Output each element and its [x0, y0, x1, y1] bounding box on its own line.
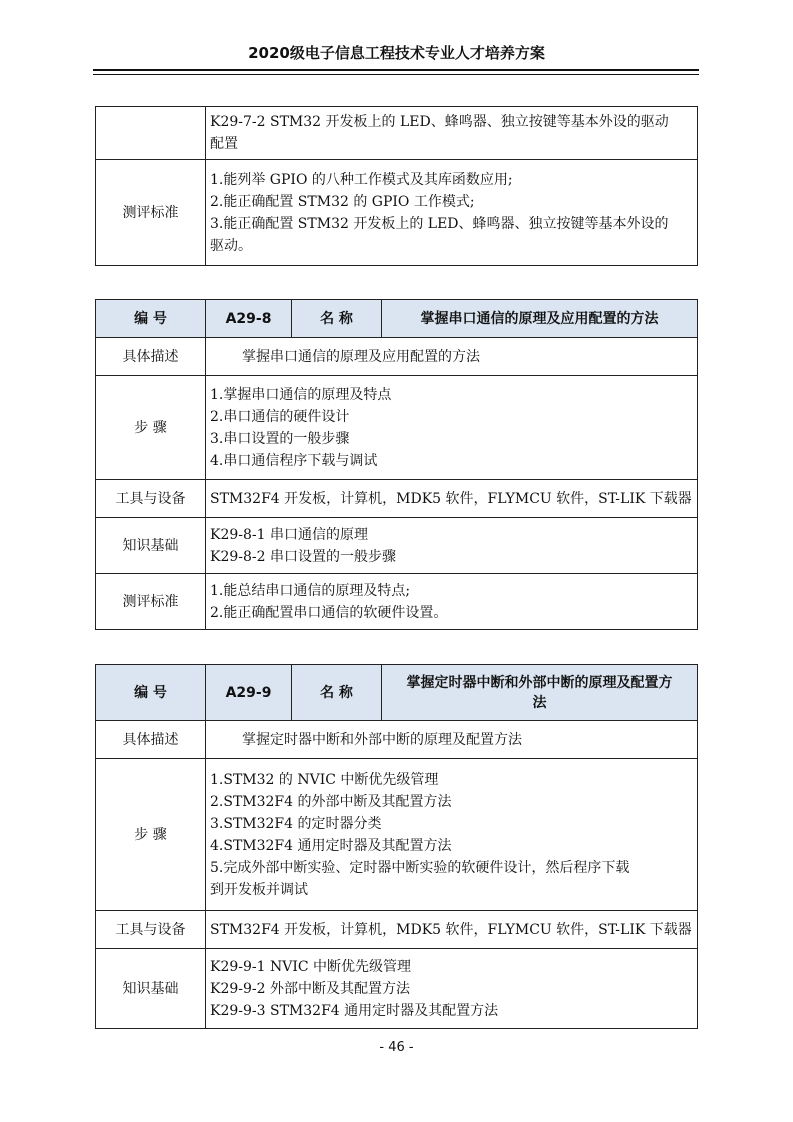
desc-content: 掌握串口通信的原理及应用配置的方法 [206, 338, 698, 376]
table-row [96, 480, 698, 518]
table-row [96, 574, 698, 630]
list-item: 1.能总结串口通信的原理及特点; [210, 582, 411, 599]
knowledge-label: 知识基础 [96, 518, 206, 574]
list-item: 3.STM32F4 的定时器分类 [210, 815, 382, 832]
eval-label: 测评标准 [96, 574, 206, 630]
code-label: 编 号 [96, 665, 206, 721]
content-line: 配置 [210, 136, 238, 152]
desc-label: 具体描述 [96, 338, 206, 376]
content-line: 2.能正确配置 STM32 的 GPIO 工作模式; [210, 193, 475, 210]
name-line: 法 [532, 694, 547, 711]
eval-content [206, 160, 698, 266]
table-header-row [96, 665, 698, 721]
tools-content: STM32F4 开发板，计算机，MDK5 软件，FLYMCU 软件，ST-LIK 下载器 [206, 480, 698, 518]
name-value: 掌握串口通信的原理及应用配置的方法 [382, 300, 698, 338]
table-row [96, 949, 698, 1029]
tools-label: 工具与设备 [96, 911, 206, 949]
knowledge-content [206, 949, 698, 1029]
name-value [382, 665, 698, 721]
table-row [96, 911, 698, 949]
content-line: K29-7-2 STM32 开发板上的 LED、蜂鸣器、独立按键等基本外设的驱动 [210, 114, 669, 130]
header-rule-thin [93, 74, 699, 75]
list-item: 3.串口设置的一般步骤 [210, 430, 350, 447]
list-item: 1.STM32 的 NVIC 中断优先级管理 [210, 771, 439, 788]
page-number: - 46 - [379, 1040, 414, 1055]
continuation-table [95, 106, 698, 266]
table-header-row [96, 300, 698, 338]
name-line: 掌握定时器中断和外部中断的原理及配置方 [406, 674, 673, 691]
list-item: K29-9-3 STM32F4 通用定时器及其配置方法 [210, 1002, 499, 1019]
eval-label: 测评标准 [96, 160, 206, 266]
steps-label: 步 骤 [96, 759, 206, 911]
list-item: K29-8-1 串口通信的原理 [210, 526, 368, 543]
content-line: 1.能列举 GPIO 的八种工作模式及其库函数应用; [210, 171, 513, 188]
list-item: 5.完成外部中断实验、定时器中断实验的软硬件设计，然后程序下载 [210, 859, 630, 876]
steps-content [206, 376, 698, 480]
steps-content [206, 759, 698, 911]
table-row [96, 721, 698, 759]
row-label [96, 107, 206, 160]
list-item: K29-8-2 串口设置的一般步骤 [210, 548, 396, 565]
table-row [96, 338, 698, 376]
header-rule-thick [93, 69, 699, 71]
table-row [96, 518, 698, 574]
table-row [96, 376, 698, 480]
desc-label: 具体描述 [96, 721, 206, 759]
table-row [96, 759, 698, 911]
name-label: 名 称 [292, 300, 382, 338]
list-item: K29-9-1 NVIC 中断优先级管理 [210, 958, 412, 975]
desc-content: 掌握定时器中断和外部中断的原理及配置方法 [206, 721, 698, 759]
code-value: A29-8 [206, 300, 292, 338]
tools-content: STM32F4 开发板，计算机，MDK5 软件，FLYMCU 软件，ST-LIK 下载器 [206, 911, 698, 949]
list-item: 4.串口通信程序下载与调试 [210, 452, 378, 469]
content-line: 3.能正确配置 STM32 开发板上的 LED、蜂鸣器、独立按键等基本外设的 [210, 215, 669, 232]
row-content [206, 107, 698, 160]
steps-label: 步 骤 [96, 376, 206, 480]
tools-label: 工具与设备 [96, 480, 206, 518]
knowledge-label: 知识基础 [96, 949, 206, 1029]
list-item: K29-9-2 外部中断及其配置方法 [210, 980, 410, 997]
list-item: 4.STM32F4 通用定时器及其配置方法 [210, 837, 452, 854]
knowledge-content [206, 518, 698, 574]
list-item: 2.能正确配置串口通信的软硬件设置。 [210, 604, 448, 621]
list-item: 2.串口通信的硬件设计 [210, 408, 350, 425]
eval-content [206, 574, 698, 630]
table-row [96, 107, 698, 160]
skill-table-a29-8 [95, 299, 698, 630]
content-line: 驱动。 [210, 237, 252, 254]
name-label: 名 称 [292, 665, 382, 721]
code-value: A29-9 [206, 665, 292, 721]
list-item: 1.掌握串口通信的原理及特点 [210, 386, 392, 403]
skill-table-a29-9 [95, 664, 698, 1029]
list-item: 到开发板并调试 [210, 881, 308, 898]
table-row [96, 160, 698, 266]
page-header-title: 2020级电子信息工程技术专业人才培养方案 [248, 44, 545, 62]
list-item: 2.STM32F4 的外部中断及其配置方法 [210, 793, 452, 810]
code-label: 编 号 [96, 300, 206, 338]
